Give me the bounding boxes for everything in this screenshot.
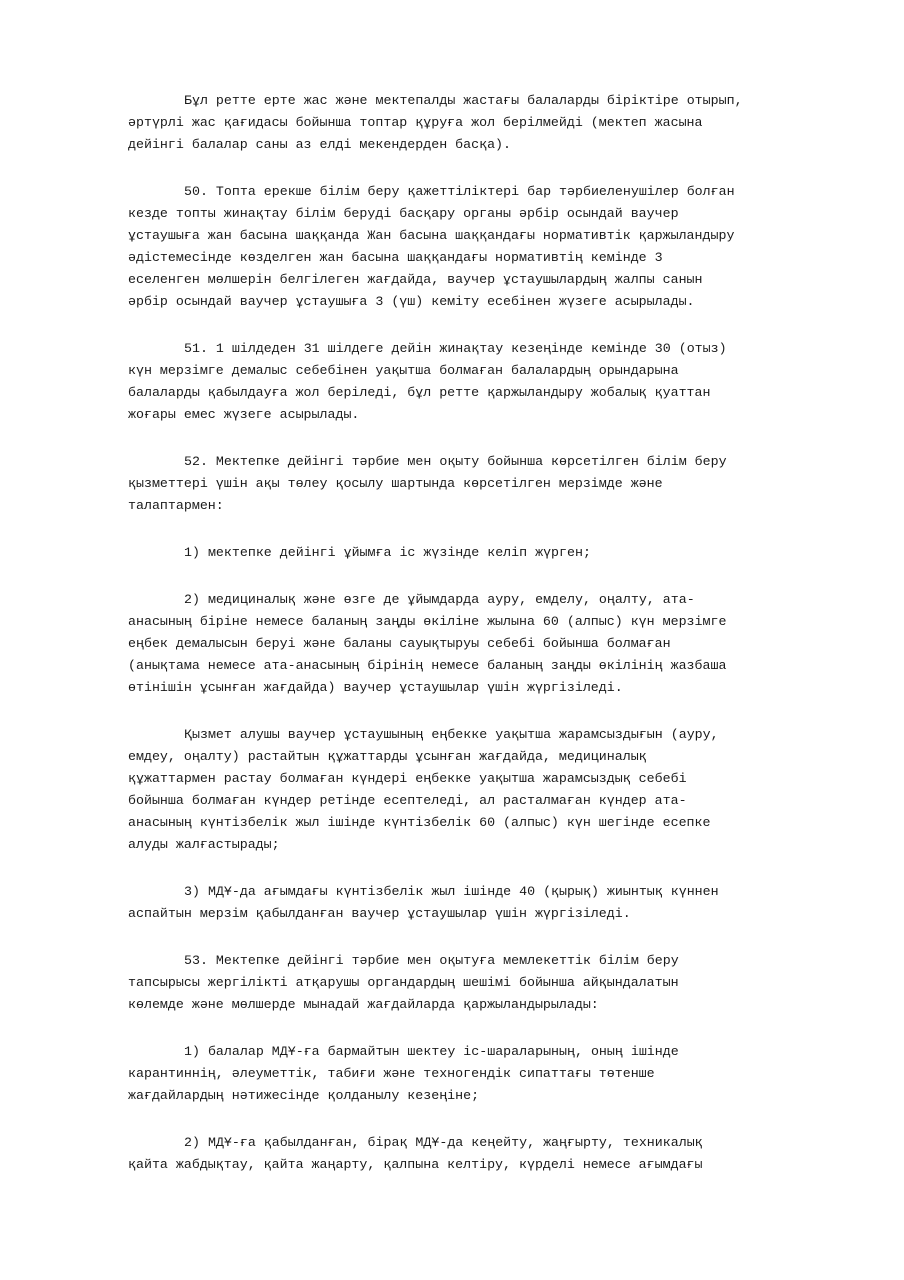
text-line: 53. Мектепке дейінгі тәрбие мен оқытуға мемлекеттік білім беру: [184, 953, 679, 968]
paragraph-50: [128, 181, 828, 313]
document-body: [128, 90, 828, 1201]
text-line: 1) балалар МДҰ-ға бармайтын шектеу іс-шараларының, оның ішінде: [184, 1044, 679, 1059]
text-line: еселенген мөлшерін белгілеген жағдайда, ваучер ұстаушылардың жалпы санын: [128, 272, 703, 287]
text-line: 52. Мектепке дейінгі тәрбие мен оқыту бойынша көрсетілген білім беру: [184, 454, 727, 469]
text-line: әртүрлі жас қағидасы бойынша топтар құруға жол берілмейді (мектеп жасына: [128, 115, 703, 130]
paragraph-52-item-1: [128, 542, 828, 564]
text-line: балаларды қабылдауға жол беріледі, бұл ретте қаржыландыру жобалық қуаттан: [128, 385, 711, 400]
text-line: жағдайлардың нәтижесінде қолданылу кезеңіне;: [128, 1088, 480, 1103]
paragraph-51: [128, 338, 828, 426]
paragraph-52-note: [128, 724, 828, 856]
text-line: бойынша болмаған күндер ретінде есептеледі, ал расталмаған күндер ата-: [128, 793, 687, 808]
text-line: 51. 1 шілдеден 31 шілдеге дейін жинақтау кезеңінде кемінде 30 (отыз): [184, 341, 727, 356]
text-line: анасының біріне немесе баланың заңды өкіліне жылына 60 (алпыс) күн мерзімге: [128, 614, 727, 629]
paragraph-53: [128, 950, 828, 1016]
text-line: Қызмет алушы ваучер ұстаушының еңбекке уақытша жарамсыздығын (ауру,: [184, 727, 719, 742]
text-line: аспайтын мерзім қабылданған ваучер ұстаушылар үшін жүргізіледі.: [128, 906, 631, 921]
text-line: кезде топты жинақтау білім беруді басқару органы әрбір осындай ваучер: [128, 206, 679, 221]
text-line: анасының күнтізбелік жыл ішінде күнтізбелік 60 (алпыс) күн шегінде есепке: [128, 815, 711, 830]
text-line: 1) мектепке дейінгі ұйымға іс жүзінде келіп жүрген;: [184, 545, 591, 560]
text-line: Бұл ретте ерте жас және мектепалды жастағы балаларды біріктіре отырып,: [184, 93, 743, 108]
text-line: күн мерзімге демалыс себебінен уақытша болмаған балалардың орындарына: [128, 363, 679, 378]
text-line: еңбек демалысын беруі және баланы сауықтыруы себебі бойынша болмаған: [128, 636, 671, 651]
text-line: құжаттармен растау болмаған күндері еңбекке уақытша жарамсыздық себебі: [128, 771, 687, 786]
text-line: өтінішін ұсынған жағдайда) ваучер ұстаушылар үшін жүргізіледі.: [128, 680, 623, 695]
text-line: емдеу, оңалту) растайтын құжаттарды ұсынған жағдайда, медициналық: [128, 749, 647, 764]
text-line: қызметтері үшін ақы төлеу қосылу шартында көрсетілген мерзімде және: [128, 476, 663, 491]
text-line: 2) МДҰ-ға қабылданған, бірақ МДҰ-да кеңейту, жаңғырту, техникалық: [184, 1135, 703, 1150]
text-line: карантиннің, әлеуметтік, табиғи және техногендік сипаттағы төтенше: [128, 1066, 655, 1081]
text-line: қайта жабдықтау, қайта жаңарту, қалпына келтіру, күрделі немесе ағымдағы: [128, 1157, 703, 1172]
text-line: алуды жалғастырады;: [128, 837, 280, 852]
text-line: тапсырысы жергілікті атқарушы органдардың шешімі бойынша айқындалатын: [128, 975, 679, 990]
text-line: ұстаушыға жан басына шаққанда Жан басына шаққандағы нормативтік қаржыландыру: [128, 228, 735, 243]
text-line: талаптармен:: [128, 498, 224, 513]
text-line: дейінгі балалар саны аз елді мекендерден басқа).: [128, 137, 512, 152]
paragraph-52-item-2: [128, 589, 828, 699]
text-line: жоғары емес жүзеге асырылады.: [128, 407, 360, 422]
paragraph: [128, 90, 828, 156]
text-line: әдістемесінде көзделген жан басына шаққандағы нормативтің кемінде 3: [128, 250, 663, 265]
paragraph-53-item-1: [128, 1041, 828, 1107]
text-line: көлемде және мөлшерде мынадай жағдайларда қаржыландырылады:: [128, 997, 599, 1012]
paragraph-52: [128, 451, 828, 517]
text-line: 3) МДҰ-да ағымдағы күнтізбелік жыл ішінде 40 (қырық) жиынтық күннен: [184, 884, 719, 899]
text-line: 2) медициналық және өзге де ұйымдарда ауру, емделу, оңалту, ата-: [184, 592, 695, 607]
text-line: 50. Топта ерекше білім беру қажеттіліктері бар тәрбиеленушілер болған: [184, 184, 735, 199]
text-line: әрбір осындай ваучер ұстаушыға 3 (үш) кеміту есебінен жүзеге асырылады.: [128, 294, 695, 309]
paragraph-53-item-2: [128, 1132, 828, 1176]
text-line: (анықтама немесе ата-анасының бірінің немесе баланың заңды өкілінің жазбаша: [128, 658, 727, 673]
paragraph-52-item-3: [128, 881, 828, 925]
